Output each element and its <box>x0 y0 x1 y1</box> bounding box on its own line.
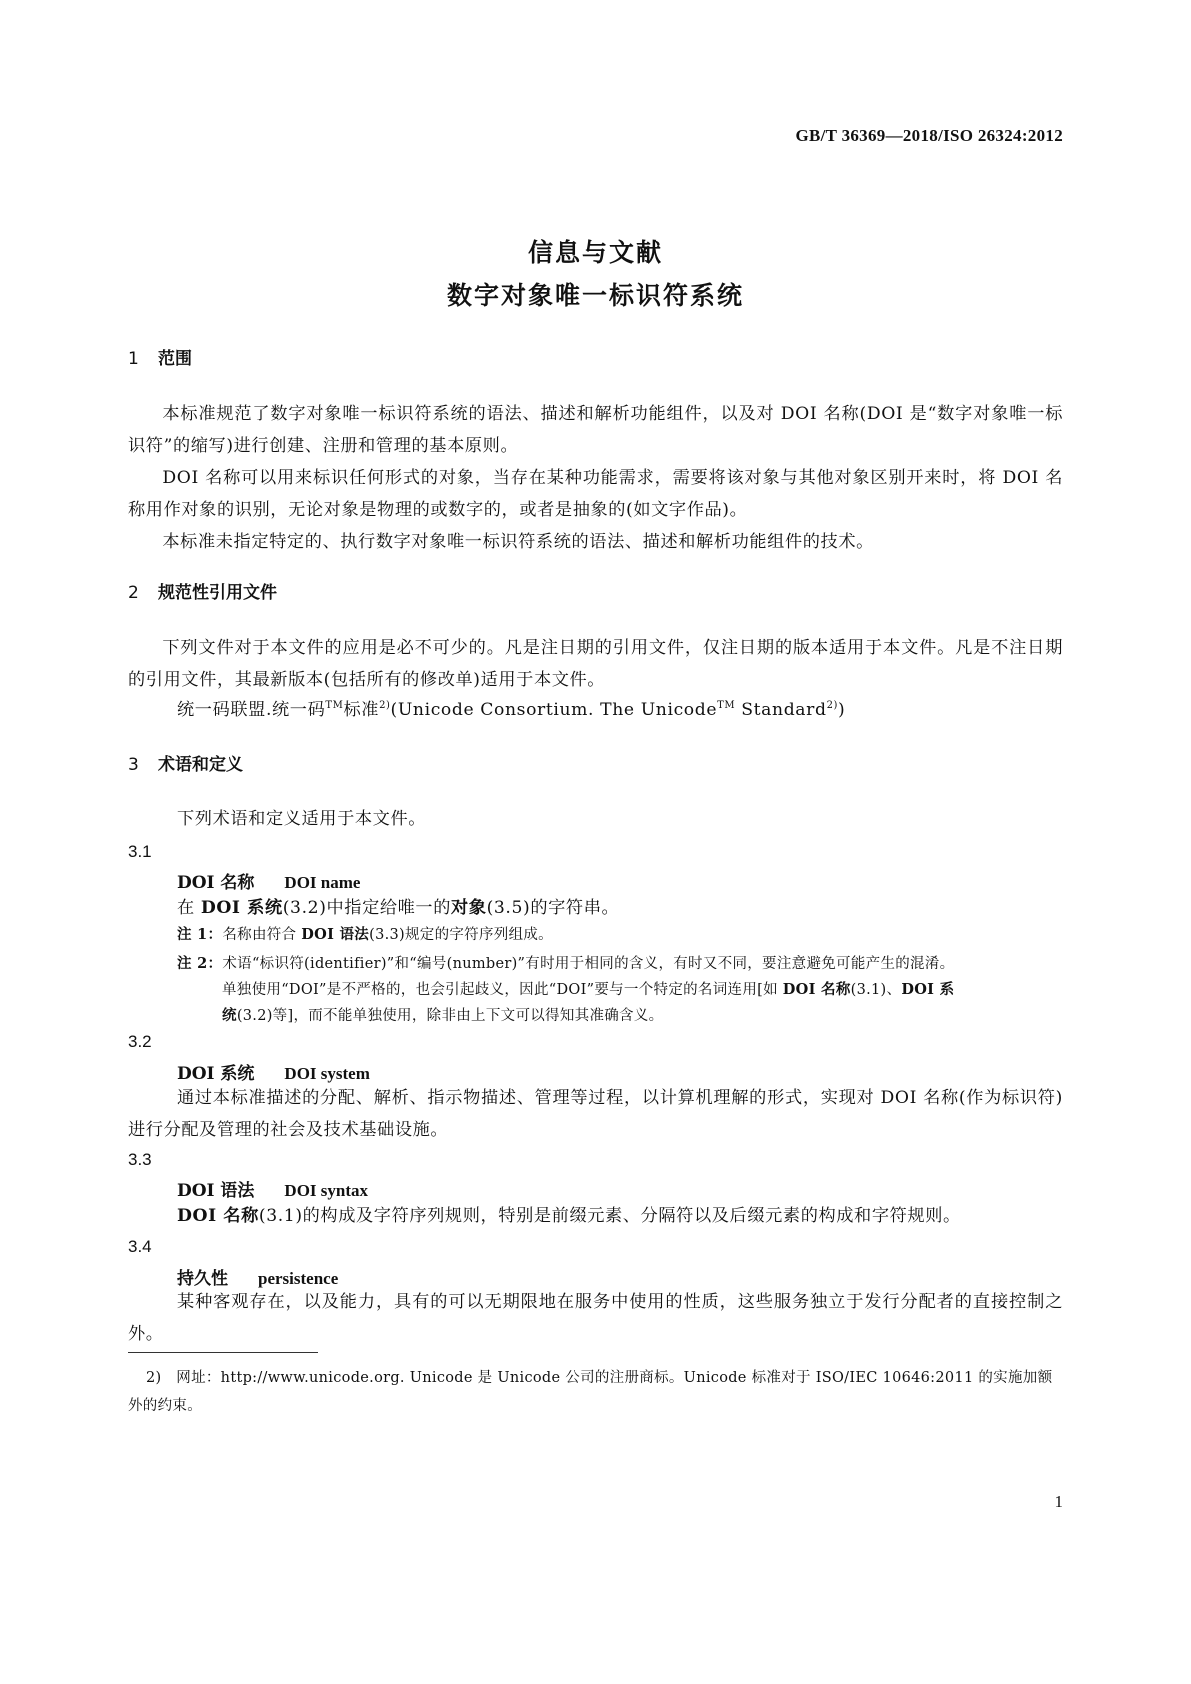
note-text: (3.2)等]，而不能单独使用，除非由上下文可以得知其准确含义。 <box>236 1008 664 1024</box>
title-line-1: 信息与文献 <box>527 238 663 267</box>
term-reference: 对象 <box>451 898 487 918</box>
note-text: 单独使用“DOI”是不严格的，也会引起歧义，因此“DOI”要与一个特定的名词连用[如 <box>222 982 783 998</box>
note-2-continued <box>222 977 1063 1003</box>
term-reference: DOI 系 <box>901 981 955 998</box>
definition-text: 在 <box>177 898 201 918</box>
term-number: 3.4 <box>128 1237 152 1256</box>
reference-text: (Unicode Consortium. The Unicode <box>390 700 718 720</box>
reference-text: 标准 <box>343 700 380 720</box>
term-zh: DOI 语法 <box>177 1181 255 1201</box>
term-definition: 通过本标准描述的分配、解析、指示物描述、管理等过程，以计算机理解的形式，实现对 DOI 名称(作为标识符)进行分配及管理的社会及技术基础设施。 <box>128 1088 1063 1140</box>
term-definition <box>177 1202 1112 1230</box>
section-2-heading <box>128 578 277 603</box>
note-1 <box>177 922 1063 948</box>
normative-paragraph: 下列文件对于本文件的应用是必不可少的。凡是注日期的引用文件，仅注日期的版本适用于本文件。凡是不注日期的引用文件，其最新版本(包括所有的修改单)适用于本文件。 <box>128 638 1063 690</box>
note-2 <box>177 951 1063 977</box>
term-reference: DOI 名称 <box>782 981 851 998</box>
note-label: 注 1： <box>177 926 223 943</box>
term-reference: DOI 系统 <box>200 898 283 918</box>
scope-paragraph-1: 本标准规范了数字对象唯一标识符系统的语法、描述和解析功能组件，以及对 DOI 名称(DOI 是“数字对象唯一标识符”的缩写)进行创建、注册和管理的基本原则。 <box>128 404 1063 456</box>
trademark-mark: TM <box>717 700 736 711</box>
footnote: 2) 网址：http://www.unicode.org. Unicode 是 Unicode 公司的注册商标。Unicode 标准对于 ISO/IEC 10646:2011 的实施加额外的约束。 <box>128 1370 1053 1414</box>
footnote-marker: 2) <box>379 700 391 711</box>
section-number: 3 <box>128 755 139 775</box>
section-number: 1 <box>128 349 139 369</box>
term-number: 3.2 <box>128 1032 152 1051</box>
note-text: 术语“标识符(identifier)”和“编号(number)”有时用于相同的含义，有时又不同，要注意避免可能产生的混淆。 <box>222 956 955 972</box>
note-text: (3.3)规定的字符序列组成。 <box>369 927 553 943</box>
term-heading <box>177 868 360 893</box>
definition-text: (3.5)的字符串。 <box>486 898 620 918</box>
definition-text: (3.2)中指定给唯一的 <box>282 898 452 918</box>
note-2-continued <box>222 1003 1063 1029</box>
term-definition <box>177 894 1112 922</box>
section-number: 2 <box>128 583 139 603</box>
section-title: 术语和定义 <box>158 755 243 775</box>
reference-text: Standard <box>735 700 827 720</box>
reference-text: ) <box>838 700 846 720</box>
term-zh: 持久性 <box>177 1269 228 1289</box>
trademark-mark: TM <box>325 700 344 711</box>
term-reference: DOI 语法 <box>301 926 370 943</box>
scope-paragraph-3: 本标准未指定特定的、执行数字对象唯一标识符系统的语法、描述和解析功能组件的技术。 <box>162 532 874 552</box>
term-en: DOI syntax <box>284 1181 369 1200</box>
term-zh: DOI 名称 <box>177 873 255 893</box>
term-zh: DOI 系统 <box>177 1064 255 1084</box>
term-definition: 某种客观存在，以及能力，具有的可以无期限地在服务中使用的性质，这些服务独立于发行分配者的直接控制之外。 <box>128 1292 1063 1344</box>
normative-reference <box>177 692 1112 724</box>
term-en: DOI name <box>284 873 361 892</box>
term-heading <box>177 1176 368 1201</box>
section-3-heading <box>128 750 243 775</box>
term-number: 3.3 <box>128 1150 152 1169</box>
term-heading <box>177 1059 370 1084</box>
terms-intro: 下列术语和定义适用于本文件。 <box>177 809 427 829</box>
footnote-marker: 2) <box>826 700 839 711</box>
title-line-2: 数字对象唯一标识符系统 <box>446 281 744 310</box>
term-en: DOI system <box>284 1064 370 1083</box>
section-title: 规范性引用文件 <box>158 583 277 603</box>
footnote-divider <box>128 1352 318 1353</box>
note-text: (3.1)、 <box>850 982 902 998</box>
term-reference: 统 <box>222 1007 237 1024</box>
definition-text: (3.1)的构成及字符序列规则，特别是前缀元素、分隔符以及后缀元素的构成和字符规则。 <box>258 1206 961 1226</box>
standard-code: GB/T 36369—2018/ISO 26324:2012 <box>795 126 1063 145</box>
scope-paragraph-2: DOI 名称可以用来标识任何形式的对象，当存在某种功能需求，需要将该对象与其他对象区别开来时，将 DOI 名称用作对象的识别，无论对象是物理的或数字的，或者是抽象的(如文字作品)。 <box>128 468 1063 520</box>
term-number: 3.1 <box>128 842 152 861</box>
page-number: 1 <box>1054 1492 1063 1511</box>
note-label: 注 2： <box>177 955 223 972</box>
section-title: 范围 <box>158 349 192 369</box>
section-1-heading <box>128 344 192 369</box>
reference-text: 统一码联盟.统一码 <box>177 700 326 720</box>
term-en: persistence <box>258 1269 339 1288</box>
note-text: 名称由符合 <box>222 927 302 943</box>
term-reference: DOI 名称 <box>177 1206 259 1226</box>
